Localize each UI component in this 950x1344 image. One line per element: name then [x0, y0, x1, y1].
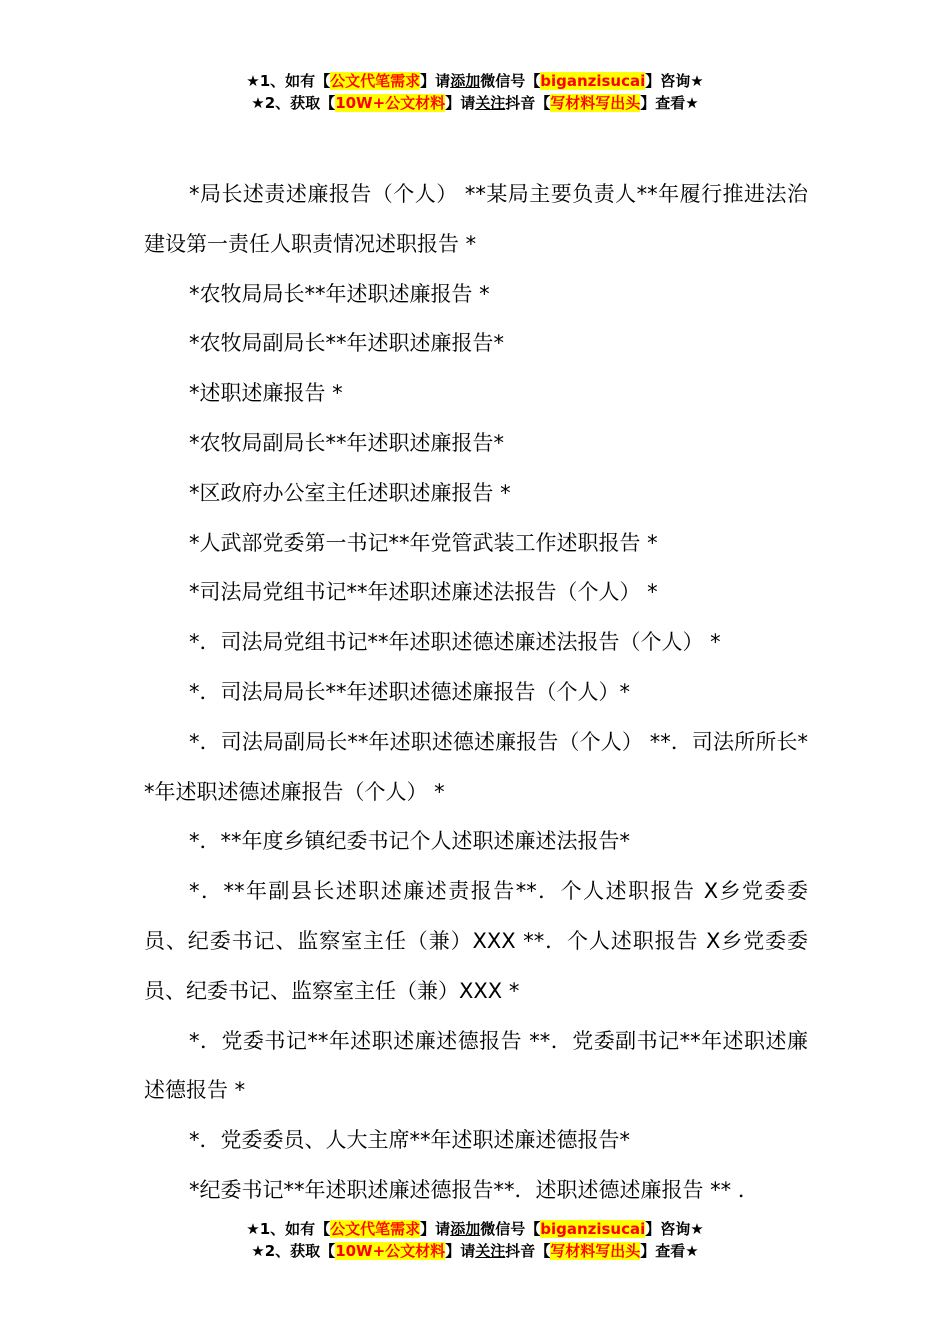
header-banner	[0, 70, 950, 114]
banner-text: 】请	[420, 72, 451, 90]
banner-highlight: 公文代笔需求	[330, 1220, 421, 1238]
banner-line-1	[0, 70, 950, 92]
banner-text: 抖音【	[505, 94, 551, 112]
paragraph: *．司法局局长**年述职述德述廉报告（个人）*	[189, 679, 630, 704]
banner-underline: 添加	[450, 1220, 481, 1238]
banner-line-2	[0, 92, 950, 114]
paragraph: *纪委书记**年述职述廉述德报告**．述职述德述廉报告 ** ．	[189, 1177, 759, 1202]
footer-banner	[0, 1218, 950, 1262]
banner-highlight: 写材料写出头	[550, 1242, 641, 1260]
paragraph: *．党委书记**年述职述廉述德报告 **．党委副书记**年述职述廉述德报告 *	[144, 1028, 808, 1103]
banner-text: 】咨询★	[645, 72, 704, 90]
banner-text: 】查看★	[640, 94, 699, 112]
banner-text: ★1、如有【	[246, 72, 331, 90]
banner-highlight: biganzisucai	[540, 1220, 646, 1238]
paragraph: *．党委委员、人大主席**年述职述廉述德报告*	[189, 1128, 630, 1153]
paragraph: *．**年副县长述职述廉述责报告**．个人述职报告 X乡党委委员、纪委书记、监察室主任（兼）XXX **．个人述职报告 X乡党委委员、纪委书记、监察室主任（兼）XXX *	[144, 879, 808, 1003]
banner-highlight: 10W+公文材料	[335, 94, 446, 112]
document-body	[144, 170, 808, 1216]
banner-text: 】请	[420, 1220, 451, 1238]
banner-underline: 关注	[475, 1242, 506, 1260]
banner-text: ★1、如有【	[246, 1220, 331, 1238]
banner-text: 微信号【	[480, 1220, 541, 1238]
paragraph: *人武部党委第一书记**年党管武装工作述职报告 *	[189, 530, 658, 555]
banner-line-2	[0, 1240, 950, 1262]
banner-underline: 添加	[450, 72, 481, 90]
banner-highlight: 写材料写出头	[550, 94, 641, 112]
banner-line-1	[0, 1218, 950, 1240]
paragraph: *司法局党组书记**年述职述廉述法报告（个人） *	[189, 580, 658, 605]
paragraph: *．司法局党组书记**年述职述德述廉述法报告（个人） *	[189, 630, 721, 655]
banner-text: ★2、获取【	[251, 94, 336, 112]
banner-text: ★2、获取【	[251, 1242, 336, 1260]
banner-highlight: 公文代笔需求	[330, 72, 421, 90]
banner-highlight: 10W+公文材料	[335, 1242, 446, 1260]
paragraph: *．**年度乡镇纪委书记个人述职述廉述法报告*	[189, 829, 630, 854]
paragraph: *农牧局副局长**年述职述廉报告*	[189, 331, 504, 356]
paragraph: *区政府办公室主任述职述廉报告 *	[189, 480, 511, 505]
paragraph: *局长述责述廉报告（个人） **某局主要负责人**年履行推进法治建设第一责任人职责情况述职报告 *	[144, 182, 808, 256]
banner-text: 】请	[445, 1242, 476, 1260]
paragraph: *．司法局副局长**年述职述德述廉报告（个人） **．司法所所长**年述职述德述廉报告（个人） *	[144, 729, 808, 804]
paragraph: *农牧局局长**年述职述廉报告 *	[189, 281, 490, 306]
banner-text: 】查看★	[640, 1242, 699, 1260]
paragraph: *述职述廉报告 *	[189, 381, 343, 406]
banner-text: 微信号【	[480, 72, 541, 90]
banner-text: 】咨询★	[645, 1220, 704, 1238]
paragraph: *农牧局副局长**年述职述廉报告*	[189, 430, 504, 455]
banner-text: 抖音【	[505, 1242, 551, 1260]
banner-highlight: biganzisucai	[540, 72, 646, 90]
banner-text: 】请	[445, 94, 476, 112]
banner-underline: 关注	[475, 94, 506, 112]
